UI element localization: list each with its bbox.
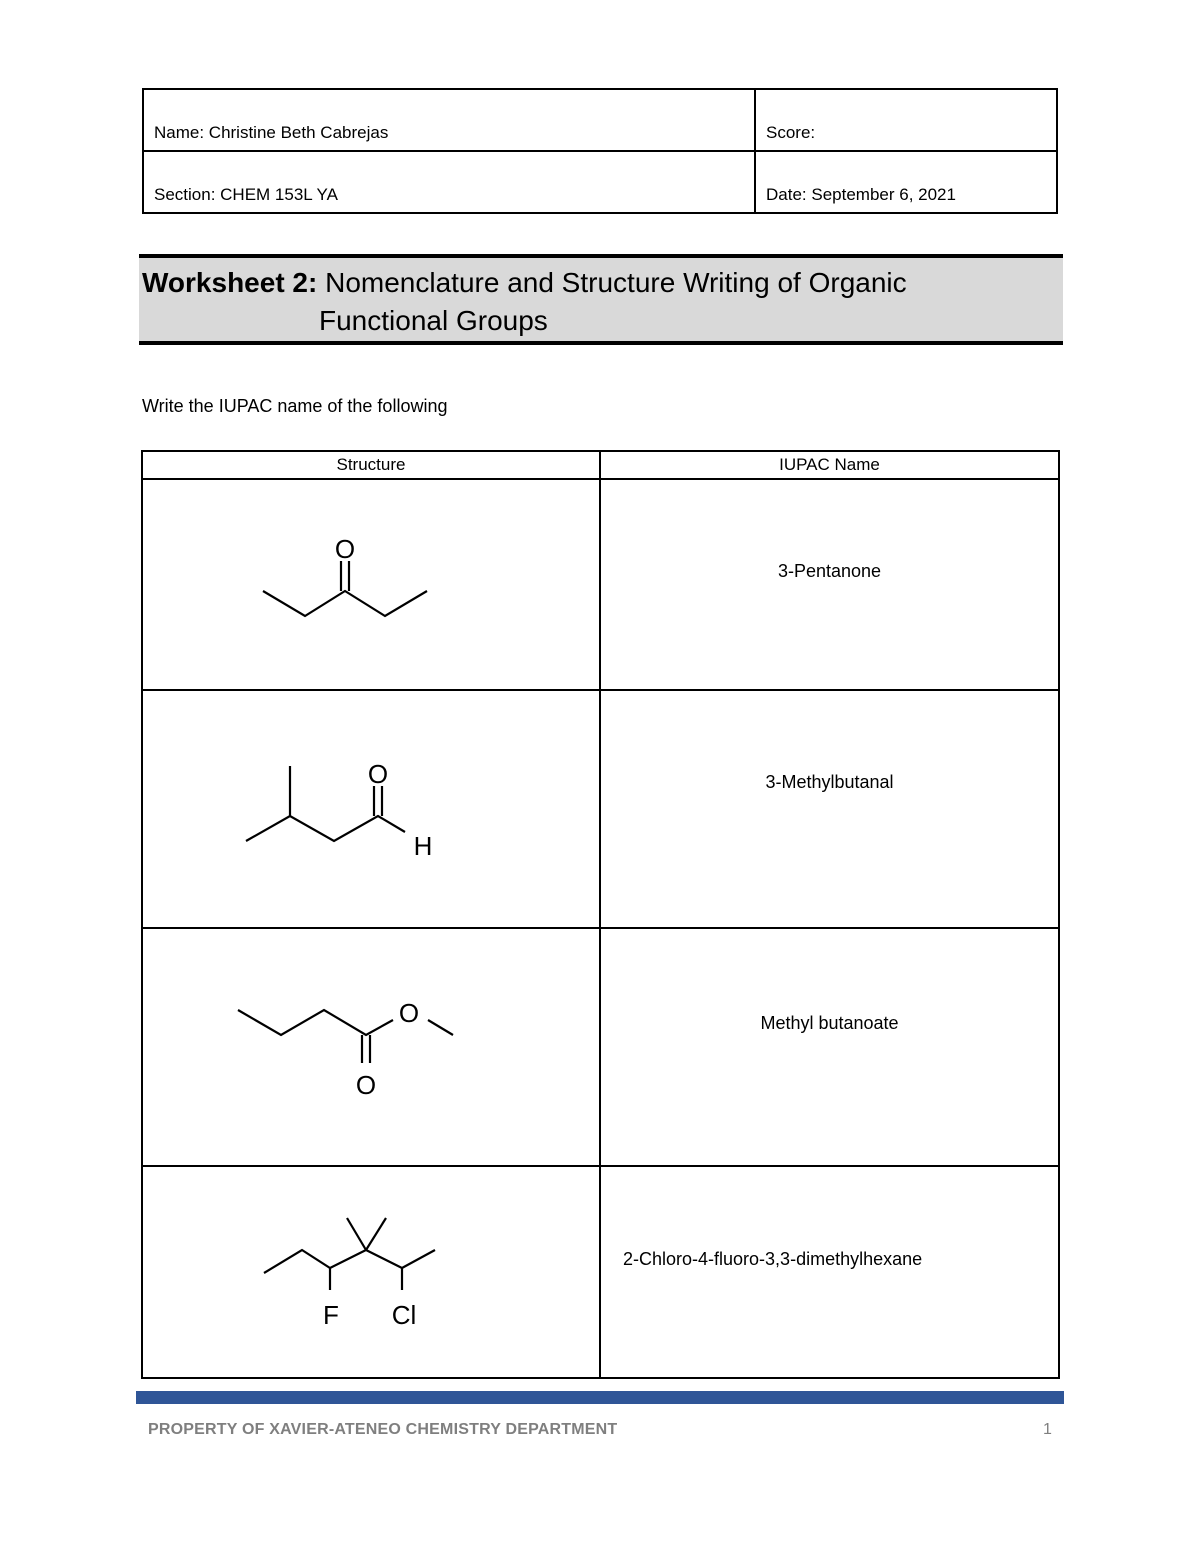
student-info-table xyxy=(142,88,1058,214)
footer-text: PROPERTY OF XAVIER-ATENEO CHEMISTRY DEPARTMENT xyxy=(148,1421,618,1438)
table-header-row xyxy=(142,451,1059,479)
atom-label: F xyxy=(323,1300,339,1330)
structure-cell xyxy=(142,479,600,690)
structure-3-methylbutanal xyxy=(143,692,601,926)
date-field: Date: September 6, 2021 xyxy=(755,151,1057,213)
score-field: Score: xyxy=(755,89,1057,151)
atom-label: O xyxy=(398,998,420,1028)
footer-bar xyxy=(136,1391,1064,1404)
section-field: Section: CHEM 153L YA xyxy=(143,151,755,213)
iupac-name-cell xyxy=(600,928,1059,1166)
iupac-name-cell xyxy=(600,479,1059,690)
structure-cell xyxy=(142,690,600,928)
atom-label: O xyxy=(334,534,356,564)
instruction-text: Write the IUPAC name of the following xyxy=(142,396,448,416)
worksheet-title-bold: Worksheet 2: xyxy=(142,267,318,298)
atom-label: O xyxy=(355,1070,377,1100)
structure-methyl-butanoate xyxy=(143,930,601,1164)
atom-label: O xyxy=(367,759,389,789)
table-row xyxy=(142,1166,1059,1378)
iupac-name: 3-Pentanone xyxy=(777,561,882,581)
page-number: 1 xyxy=(1043,1421,1052,1438)
structure-cell xyxy=(142,1166,600,1378)
structure-cell xyxy=(142,928,600,1166)
table-row xyxy=(142,690,1059,928)
worksheet-title-line2: Functional Groups xyxy=(319,305,548,336)
atom-label: H xyxy=(413,831,433,861)
iupac-name: 2-Chloro-4-fluoro-3,3-dimethylhexane xyxy=(623,1249,923,1269)
iupac-name-cell xyxy=(600,690,1059,928)
iupac-name: 3-Methylbutanal xyxy=(765,772,894,792)
table-row xyxy=(142,928,1059,1166)
header-structure: Structure xyxy=(142,451,600,479)
worksheet-title-rest: Nomenclature and Structure Writing of Organic xyxy=(317,267,907,298)
structure-chloro-fluoro-dimethylhexane xyxy=(143,1168,601,1376)
atom-label: Cl xyxy=(391,1300,417,1330)
worksheet-title-band xyxy=(139,254,1063,345)
table-row xyxy=(142,479,1059,690)
iupac-name-cell xyxy=(600,1166,1059,1378)
name-field: Name: Christine Beth Cabrejas xyxy=(143,89,755,151)
nomenclature-table xyxy=(141,450,1060,1379)
structure-3-pentanone xyxy=(143,481,601,688)
iupac-name: Methyl butanoate xyxy=(760,1013,899,1033)
header-iupac-name: IUPAC Name xyxy=(600,451,1059,479)
worksheet-title xyxy=(142,267,907,299)
